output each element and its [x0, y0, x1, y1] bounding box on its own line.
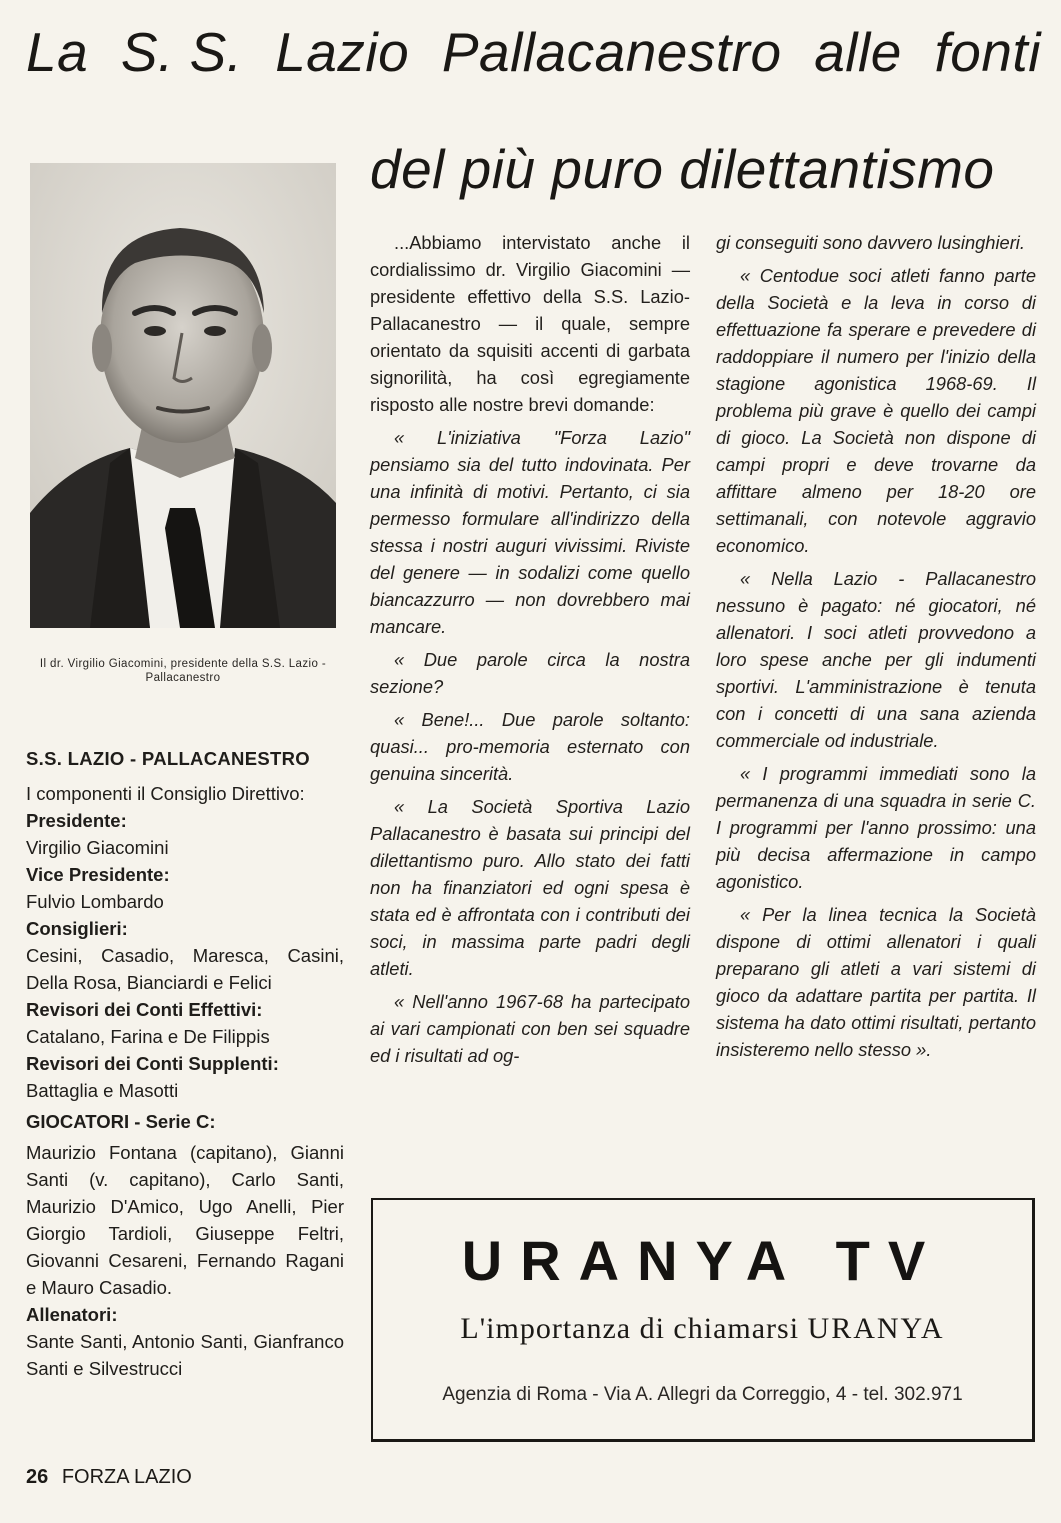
- ad-brand-name: URANYA TV: [461, 1229, 944, 1292]
- ad-tagline-brand: URANYA: [807, 1312, 945, 1345]
- article-title-line-2: del più puro dilettantismo: [370, 138, 995, 200]
- page-number: 26: [26, 1466, 49, 1488]
- article-paragraph: « L'iniziativa "Forza Lazio" pensiamo sia del tutto indovinata. Per una infinità di motivi. Pertanto, ci sia permesso formulare all'indirizzo della stessa i nostri auguri vivissimi. Riviste del genere — in sodalizi come quello biancazzurro — non dovrebbero mai mancare.: [370, 427, 690, 637]
- magazine-name: FORZA LAZIO: [61, 1466, 192, 1488]
- uranya-tv-advertisement: [371, 1198, 1035, 1442]
- auditors-effective-list: Catalano, Farina e De Filippis: [26, 1026, 270, 1047]
- ad-tagline: [373, 1312, 1032, 1346]
- players-label: GIOCATORI - Serie C:: [26, 1111, 216, 1132]
- title-word: Lazio: [275, 21, 410, 83]
- roster-intro: I componenti il Consiglio Direttivo:: [26, 783, 305, 804]
- vice-president-label: Vice Presidente:: [26, 864, 170, 885]
- title-word: Pallacanestro: [441, 21, 782, 83]
- article-paragraph: « I programmi immediati sono la permanenza di una squadra in serie C. I programmi per l'anno prossimo: una più decisa affermazione in campo agonistico.: [716, 763, 1036, 892]
- article-title-line-1: [26, 20, 1041, 84]
- portrait-photo: [30, 163, 336, 628]
- councillors-list: Cesini, Casadio, Maresca, Casini, Della Rosa, Bianciardi e Felici: [26, 945, 344, 993]
- article-paragraph: ...Abbiamo intervistato anche il cordialissimo dr. Virgilio Giacomini — presidente effettivo della S.S. Lazio-Pallacanestro — il quale, sempre orientato da squisiti accenti di garbata signorilità, ha così egregiamente risposto alle nostre brevi domande:: [370, 232, 690, 415]
- photo-caption: Il dr. Virgilio Giacomini, presidente della S.S. Lazio - Pallacanestro: [39, 658, 327, 684]
- article-paragraph: « Nell'anno 1967-68 ha partecipato ai vari campionati con ben sei squadre ed i risultati ad og-: [370, 991, 690, 1066]
- article-paragraph: gi conseguiti sono davvero lusinghieri.: [716, 232, 1025, 253]
- players-list: Maurizio Fontana (capitano), Gianni Santi (v. capitano), Carlo Santi, Maurizio D'Amico, Ugo Anelli, Pier Giorgio Tardioli, Giuseppe Feltri, Giovanni Cesareni, Fernando Ragani e Mauro Casadio.: [26, 1142, 344, 1298]
- article-paragraph: « Per la linea tecnica la Società dispone di ottimi allenatori i quali preparano gli atleti a vari sistemi di gioco da adattare partita per partita. Il sistema ha dato ottimi risultati, pertanto insisteremo nello stesso ».: [716, 904, 1036, 1060]
- councillors-label: Consiglieri:: [26, 918, 128, 939]
- article-column-2: [716, 229, 1036, 1069]
- vice-president-name: Fulvio Lombardo: [26, 891, 164, 912]
- auditors-substitute-label: Revisori dei Conti Supplenti:: [26, 1053, 279, 1074]
- auditors-substitute-list: Battaglia e Masotti: [26, 1080, 179, 1101]
- roster-heading: S.S. LAZIO - PALLACANESTRO: [26, 748, 310, 769]
- page-footer: [26, 1466, 192, 1489]
- article-paragraph: « Nella Lazio - Pallacanestro nessuno è pagato: né giocatori, né allenatori. I soci atleti provvedono a loro spese anche per gli indumenti sportivi. L'amministrazione è tenuta con i concetti di una sana azienda commerciale od industriale.: [716, 568, 1036, 751]
- title-word: fonti: [934, 21, 1041, 83]
- title-word: S. S.: [120, 21, 243, 83]
- title-word: alle: [814, 21, 902, 83]
- president-label: Presidente:: [26, 810, 127, 831]
- article-paragraph: « Due parole circa la nostra sezione?: [370, 649, 690, 697]
- title-word: La: [26, 21, 89, 83]
- article-column-1: [370, 229, 690, 1075]
- coaches-list: Sante Santi, Antonio Santi, Gianfranco Santi e Silvestrucci: [26, 1331, 344, 1379]
- article-paragraph: « Bene!... Due parole soltanto: quasi... pro-memoria esternato con genuina sincerità.: [370, 709, 690, 784]
- auditors-effective-label: Revisori dei Conti Effettivi:: [26, 999, 263, 1020]
- article-paragraph: « Centodue soci atleti fanno parte della Società e la leva in corso di effettuazione fa sperare e prevedere di raddoppiare il numero per l'inizio della stagione agonistica 1968-69. Il problema più grave è quello dei campi di gioco. La Società non dispone di campi propri e deve trovarne da affittare almeno per 18-20 ore settimanali, con notevole aggravio economico.: [716, 265, 1036, 556]
- coaches-label: Allenatori:: [26, 1304, 118, 1325]
- ad-address: Agenzia di Roma - Via A. Allegri da Correggio, 4 - tel. 302.971: [442, 1384, 963, 1405]
- article-paragraph: « La Società Sportiva Lazio Pallacanestro è basata sui principi del dilettantismo puro. Allo stato dei fatti non ha finanziatori ed ogni spesa è stata ed è affrontata con i contributi dei soci, in massima parte padri degli atleti.: [370, 796, 690, 979]
- ad-tagline-text: L'importanza di chiamarsi: [460, 1312, 800, 1345]
- club-roster: [26, 745, 344, 1382]
- portrait-illustration: [30, 163, 336, 628]
- president-name: Virgilio Giacomini: [26, 837, 169, 858]
